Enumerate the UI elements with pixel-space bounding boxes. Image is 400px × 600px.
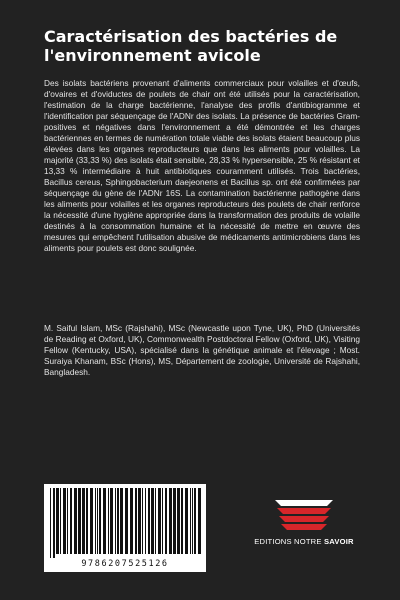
publisher-name-bold: SAVOIR — [323, 537, 354, 546]
isbn-number: 9786207525126 — [81, 559, 169, 569]
barcode — [44, 484, 206, 572]
book-title: Caractérisation des bactéries de l'environnement avicole — [44, 27, 338, 65]
ean13-barcode-icon — [44, 484, 206, 559]
book-abstract: Des isolats bactériens provenant d'aliments commerciaux pour volailles et d'œufs, d'ovaires et d'oviductes de poulets de chair ont été utilisés pour la caractérisation, l'estimation de la charge bactérienne, l'analyse des profils d'antibiogramme et l'identification par séquençage de l'ADNr des isolats. La présence de bactéries Gram-positives et négatives dans l'environnement a été démontrée et les charges bactériennes en termes de numération totale viable des isolats étaient beaucoup plus élevées dans les organes reproducteurs que dans les aliments pour volailles. La majorité (33,33 %) des isolats était sensible, 28,33 % hypersensible, 25 % résistant et 13,33 % intermédiaire à huit antibiotiques couramment utilisés. Trois bactéries, Bacillus cereus, Sphingobacterium daejeonens et Bacillus sp. ont été confirmées par séquençage du gène de l'ADNr 16S. La contamination bactérienne pathogène dans les aliments pour volailles et les organes reproducteurs des poulets de chair renforce la nécessité d'une hygiène appropriée dans la transformation des produits de volaille destinés à la consommation humaine et la nécessité de mettre en œuvre des mesures qui empêchent l'utilisation abusive de médicaments antimicrobiens dans les aliments pour poulets est donc soulignée. — [44, 78, 360, 253]
book-stack-logo-icon — [265, 496, 343, 536]
publisher-name — [249, 537, 359, 546]
publisher-block — [249, 490, 359, 560]
author-bio: M. Saiful Islam, MSc (Rajshahi), MSc (Newcastle upon Tyne, UK), PhD (Universités de Reading et Oxford, UK), Commonwealth Postdoctoral Fellow (Oxford, UK), Visiting Fellow (Kentucky, USA), spécialisé dans la génétique animale et l'élevage ; Most. Suraiya Khanam, BSc (Hons), MS, Département de zoologie, Université de Rajshahi, Bangladesh. — [44, 323, 360, 377]
publisher-name-light: EDITIONS NOTRE — [254, 537, 324, 546]
